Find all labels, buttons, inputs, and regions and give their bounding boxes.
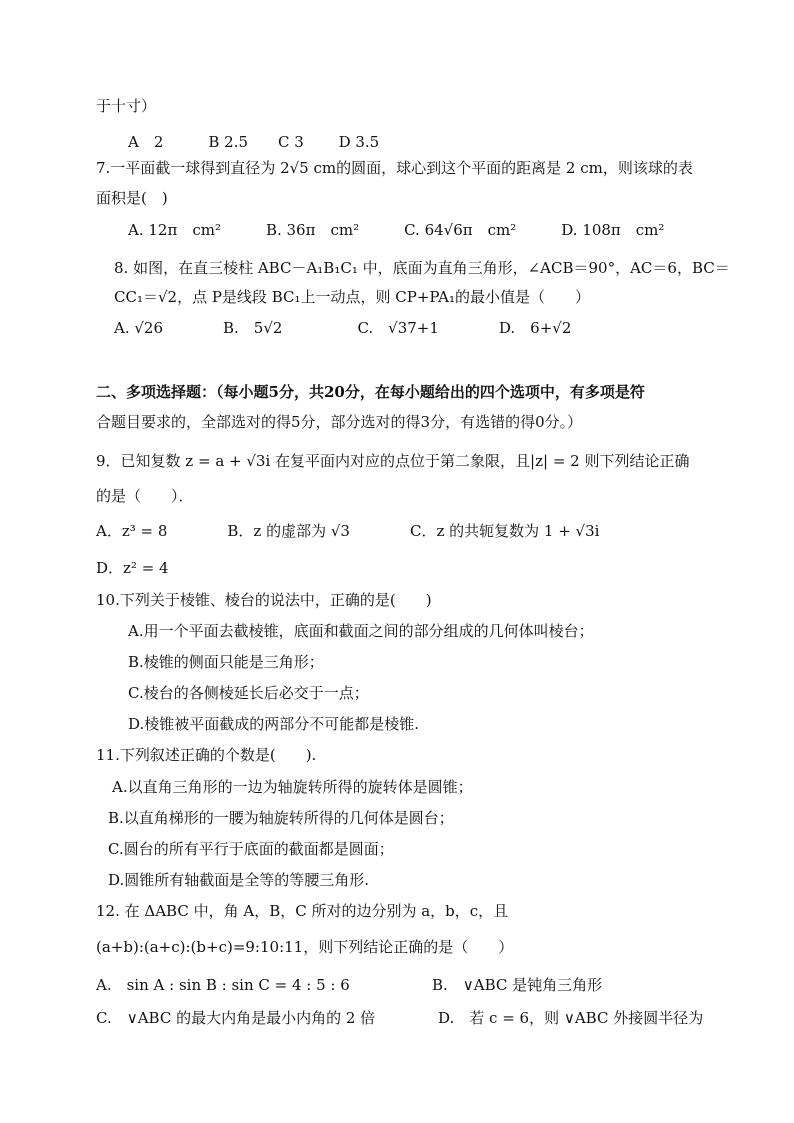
q9-stem-line1: 9．已知复数 z = a + √3i 在复平面内对应的点位于第二象限，且|z| = 2 则下列结论正确 [96, 452, 690, 470]
q10-option-c: C.棱台的各侧棱延长后必交于一点； [128, 684, 369, 702]
q9-stem-line2: 的是（ ）． [96, 487, 194, 505]
q10-option-d: D.棱锥被平面截成的两部分不可能都是棱锥. [128, 715, 420, 733]
q8-stem-line1: 8. 如图，在直三棱柱 ABC－A₁B₁C₁ 中，底面为直角三角形，∠ACB＝90°，AC＝6，BC＝ [114, 259, 730, 277]
q11-option-d: D.圆锥所有轴截面是全等的等腰三角形. [108, 871, 370, 889]
q9-option-d: D．z² = 4 [96, 559, 169, 577]
q11-option-b: B.以直角梯形的一腰为轴旋转所得的几何体是圆台； [108, 809, 454, 827]
text-line: 于十寸） [96, 97, 157, 115]
section2-header-line2: 合题目要求的，全部选对的得5分，部分选对的得3分，有选错的得0分。） [96, 413, 583, 431]
q11-option-a: A.以直角三角形的一边为轴旋转所得的旋转体是圆锥； [112, 778, 473, 796]
q6-options: A 2 B 2.5 C 3 D 3.5 [128, 133, 380, 151]
q7-stem-line2: 面积是( ) [96, 189, 168, 207]
q10-stem: 10.下列关于棱锥、棱台的说法中，正确的是( ) [96, 591, 432, 609]
q11-stem: 11.下列叙述正确的个数是( ). [96, 746, 317, 764]
q10-option-a: A.用一个平面去截棱锥，底面和截面之间的部分组成的几何体叫棱台； [128, 622, 594, 640]
q7-options: A. 12π cm² B. 36π cm² C. 64√6π cm² D. 108π cm² [128, 221, 665, 239]
q10-option-b: B.棱锥的侧面只能是三角形； [128, 653, 324, 671]
q12-stem-line1: 12. 在 ΔABC 中，角 A，B，C 所对的边分别为 a，b，c，且 [96, 902, 509, 920]
q8-options: A. √26 B. 5√2 C. √37+1 D. 6+√2 [114, 319, 572, 337]
q12-option-d: D. 若 c = 6，则 ∨ABC 外接圆半径为 [438, 1009, 704, 1027]
section2-header-line1: 二、多项选择题：（每小题5分，共20分，在每小题给出的四个选项中，有多项是符 [96, 383, 645, 401]
q11-option-c: C.圆台的所有平行于底面的截面都是圆面； [108, 840, 394, 858]
q9-options: A．z³ = 8 B．z 的虚部为 √3 C．z 的共轭复数为 1 + √3i [96, 522, 600, 540]
q7-stem-line1: 7.一平面截一球得到直径为 2√5 cm的圆面，球心到这个平面的距离是 2 cm，则该球的表 [96, 159, 693, 177]
q12-option-c: C. ∨ABC 的最大内角是最小内角的 2 倍 [96, 1009, 376, 1027]
q12-stem-line2: (a+b):(a+c):(b+c)=9:10:11，则下列结论正确的是（ ） [96, 938, 514, 956]
q12-option-a: A. sin A : sin B : sin C = 4 : 5 : 6 [96, 976, 350, 994]
q8-stem-line2: CC₁＝√2，点 P是线段 BC₁上一动点，则 CP+PA₁的最小值是（ ） [114, 288, 590, 306]
q12-option-b: B. ∨ABC 是钝角三角形 [432, 976, 603, 994]
